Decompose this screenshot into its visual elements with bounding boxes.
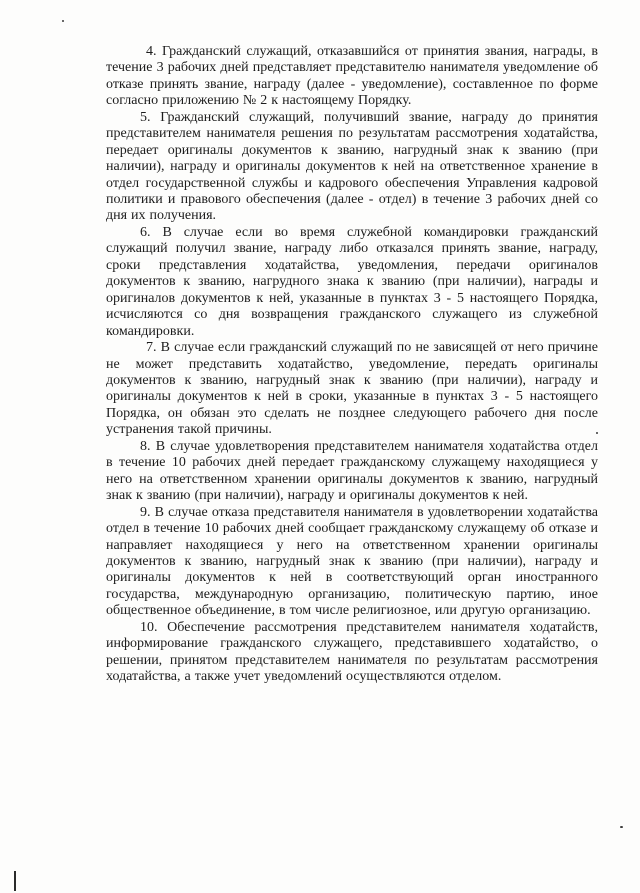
scan-speck [62,20,64,22]
paragraph-10: 10. Обеспечение рассмотрения представителем нанимателя ходатайств, информирование гражданского служащего, представившего ходатайство, о решении, принятом представителем нанимателя по результатам рассмотрения ходатайства, а также учет уведомлений осуществляются отделом. [106,620,598,685]
paragraph-8: 8. В случае удовлетворения представителем нанимателя ходатайства отдел в течение 10 рабочих дней передает гражданскому служащему находящиеся у него на ответственном хранении оригиналы документов к званию, нагрудный знак к званию (при наличии), награду и оригиналы документов к ней. [106,438,598,504]
paragraph-7: 7. В случае если гражданский служащий по не зависящей от него причине не может представить ходатайство, уведомление, передать оригиналы документов к званию, нагрудный знак к званию (при наличии), награду и оригиналы документов к ней в сроки, указанные в пунктах 3 - 5 настоящего Порядка, он обязан это сделать не позднее следующего рабочего дня после устранения такой причины. [106,340,598,438]
paragraph-5: 5. Гражданский служащий, получивший звание, награду до принятия представителем нанимателя решения по результатам рассмотрения ходатайства, передает оригиналы документов к званию, нагрудный знак к званию (при наличии), награду и оригиналы документов к ней на ответственное хранение в отдел государственной службы и кадрового обеспечения Управления кадровой политики и правового обеспечения (далее - отдел) в течение 3 рабочих дней со дня их получения. [106,109,598,224]
scan-speck [620,826,623,828]
paragraph-6: 6. В случае если во время служебной командировки гражданский служащий получил звание, награду либо отказался принять звание, награду, сроки представления ходатайства, уведомления, передачи оригиналов документов к званию, нагрудного знака к званию (при наличии), награды и оригиналов документов к ней, указанные в пунктах 3 - 5 настоящего Порядка, исчисляются со дня возвращения гражданского служащего из служебной командировки. [106,225,598,339]
scan-speck [596,432,598,434]
paragraph-9: 9. В случае отказа представителя нанимателя в удовлетворении ходатайства отдел в течение 10 рабочих дней сообщает гражданскому служащему об отказе и направляет находящиеся у него на ответственном хранении оригиналы документов к званию, нагрудный знак к званию (при наличии), награду и оригиналы документов к ней в соответствующий орган иностранного государства, международную организацию, политическую партию, иное общественное объединение, в том числе религиозное, или другую организацию. [106,504,598,619]
paragraph-4: 4. Гражданский служащий, отказавшийся от принятия звания, награды, в течение 3 рабочих дней представляет представителю нанимателя уведомление об отказе принять звание, награду (далее - уведомление), составленное по форме согласно приложению № 2 к настоящему Порядку. [106,44,598,109]
document-body [106,44,598,686]
scan-edge-mark [14,871,16,891]
